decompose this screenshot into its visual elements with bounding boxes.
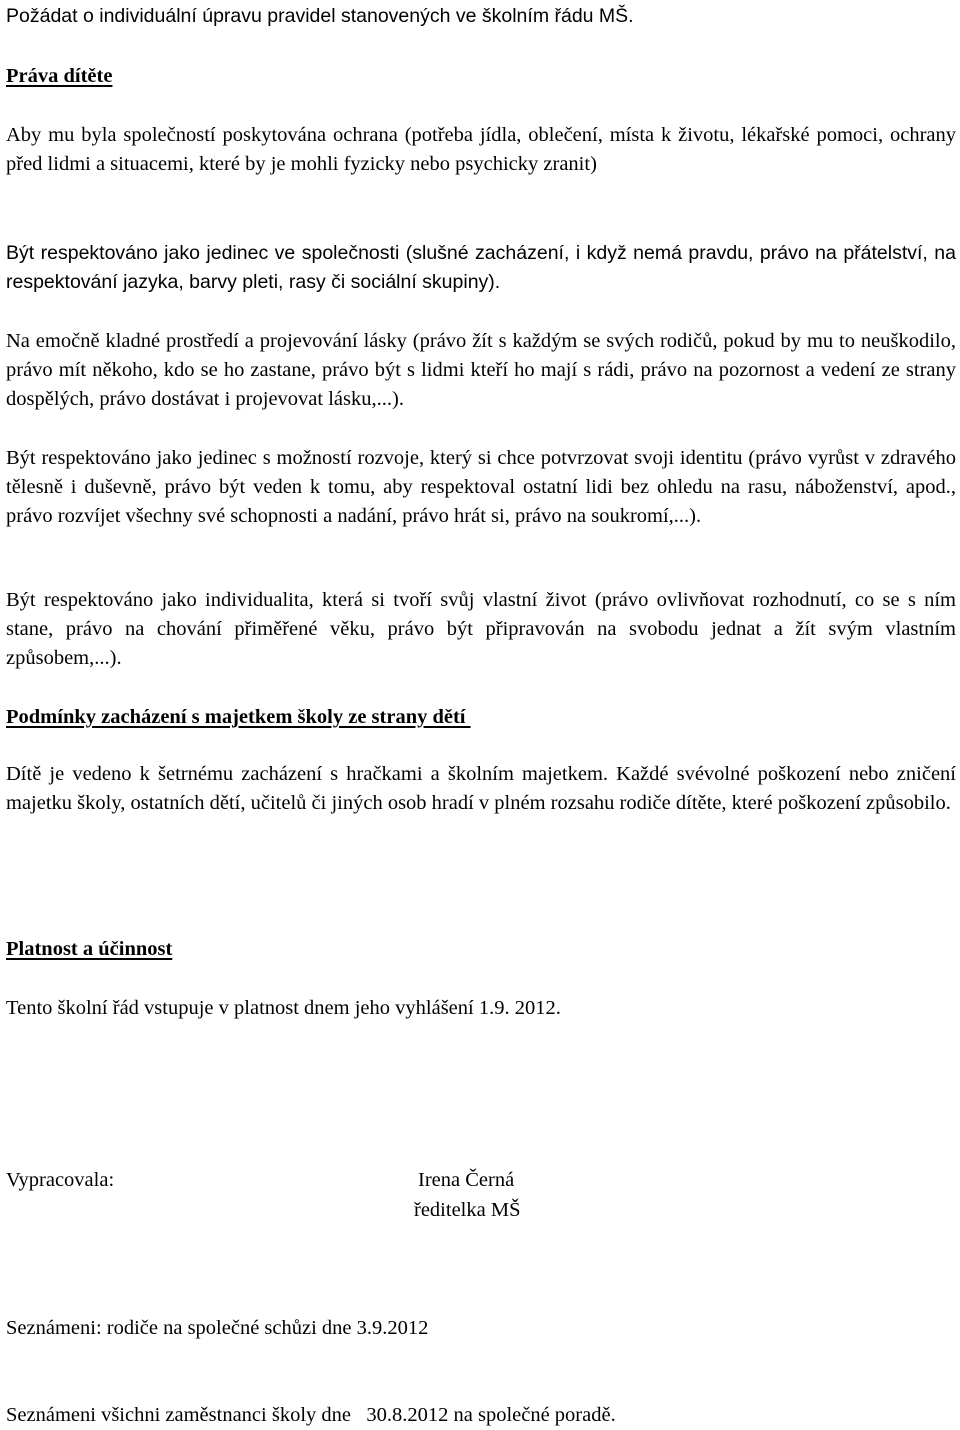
signature-label: Vypracovala: bbox=[6, 1169, 115, 1191]
rights-paragraph-development: Být respektováno jako jedinec s možností rozvoje, který si chce potvrzovat svoji identitu (právo vyrůst v zdravého tělesně i duševně, právo být veden k tomu, aby respektoval ostatní lidi bez ohledu na rasu, náboženství, apod., právo rozvíjet všechny své schopnosti a nadání, právo hrát si, právo na soukromí,...). bbox=[6, 447, 956, 527]
validity-heading: Platnost a účinnost bbox=[6, 938, 173, 960]
intro-line: Požádat o individuální úpravu pravidel stanovených ve školním řádu MŠ. bbox=[6, 5, 634, 27]
rights-heading: Práva dítěte bbox=[6, 65, 113, 87]
rights-paragraph-individuality: Být respektováno jako individualita, která si tvoří svůj vlastní život (právo ovlivňovat rozhodnutí, co se s ním stane, právo na chování přiměřené věku, právo být připravován na svobodu jednat a žít svým vlastním způsobem,...). bbox=[6, 589, 956, 669]
notice-parents: Seznámeni: rodiče na společné schůzi dne 3.9.2012 bbox=[6, 1317, 429, 1339]
notice-staff: Seznámeni všichni zaměstnanci školy dne 30.8.2012 na společné poradě. bbox=[6, 1404, 616, 1426]
rights-paragraph-love: Na emočně kladné prostředí a projevování lásky (právo žít s každým se svých rodičů, pokud by mu to neuškodilo, právo mít někoho, kdo se ho zastane, právo být s lidmi kteří ho mají s rádi, právo na pozornost a vedení ze strany dospělých, právo dostávat i projevovat lásku,...). bbox=[6, 330, 956, 410]
property-heading: Podmínky zacházení s majetkem školy ze strany dětí bbox=[6, 706, 471, 728]
rights-paragraph-protection: Aby mu byla společností poskytována ochrana (potřeba jídla, oblečení, místa k životu, lékařské pomoci, ochrany před lidmi a situacemi, které by je mohli fyzicky nebo psychicky zranit) bbox=[6, 124, 956, 175]
property-paragraph: Dítě je vedeno k šetrnému zacházení s hračkami a školním majetkem. Každé svévolné poškození nebo zničení majetku školy, ostatních dětí, učitelů či jiných osob hradí v plném rozsahu rodiče dítěte, které poškození způsobilo. bbox=[6, 763, 956, 814]
validity-text: Tento školní řád vstupuje v platnost dnem jeho vyhlášení 1.9. 2012. bbox=[6, 997, 561, 1019]
rights-paragraph-respect: Být respektováno jako jedinec ve společnosti (slušné zacházení, i když nemá pravdu, právo na přátelství, na respektování jazyka, barvy pleti, rasy či sociální skupiny). bbox=[6, 242, 956, 293]
signature-name: Irena Černá bbox=[418, 1169, 515, 1191]
signature-role: ředitelka MŠ bbox=[414, 1199, 521, 1221]
